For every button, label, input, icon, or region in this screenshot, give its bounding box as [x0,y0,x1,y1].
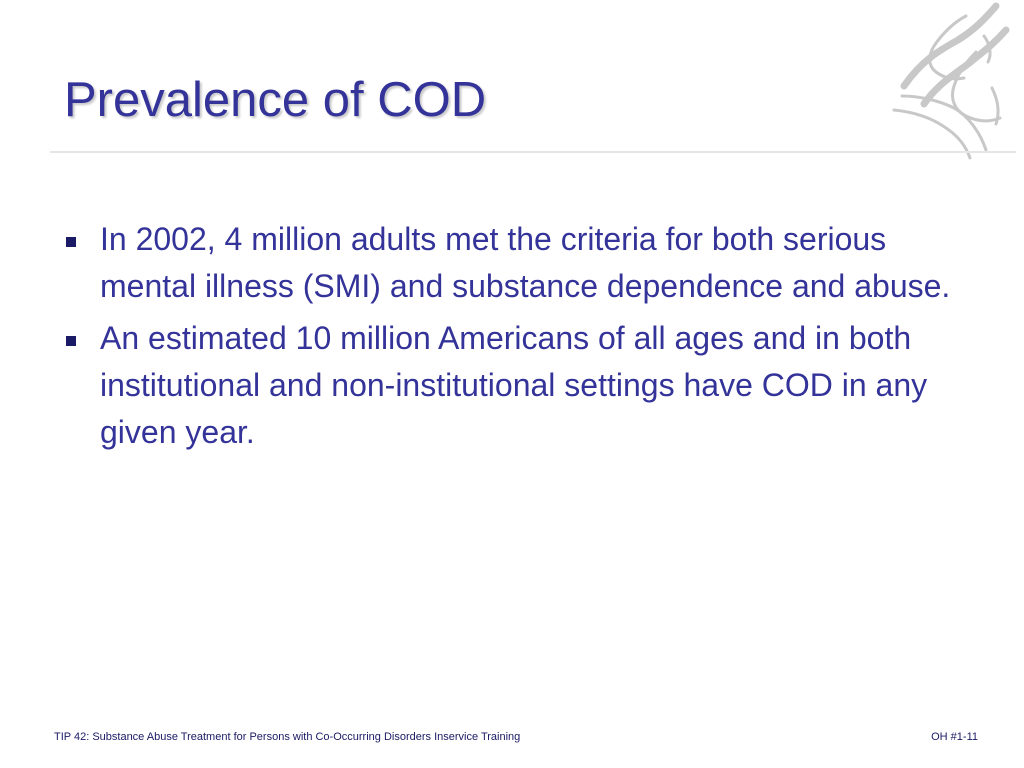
bullet-item [62,216,962,310]
slide-title: Prevalence of COD [64,73,487,127]
footer-page-number: OH #1-11 [931,731,978,743]
bullet-text: In 2002, 4 million adults met the criteria for both serious mental illness (SMI) and substance dependence and abuse. [100,221,951,304]
square-bullet-icon [66,336,76,346]
hhs-eagle-icon [888,0,1018,160]
footer-source: TIP 42: Substance Abuse Treatment for Persons with Co-Occurring Disorders Inservice Training [54,731,521,743]
square-bullet-icon [66,237,76,247]
bullet-list [62,216,962,461]
title-divider [50,151,1016,153]
bullet-item [62,315,962,456]
bullet-text: An estimated 10 million Americans of all ages and in both institutional and non-institutional settings have COD in any given year. [100,320,928,450]
